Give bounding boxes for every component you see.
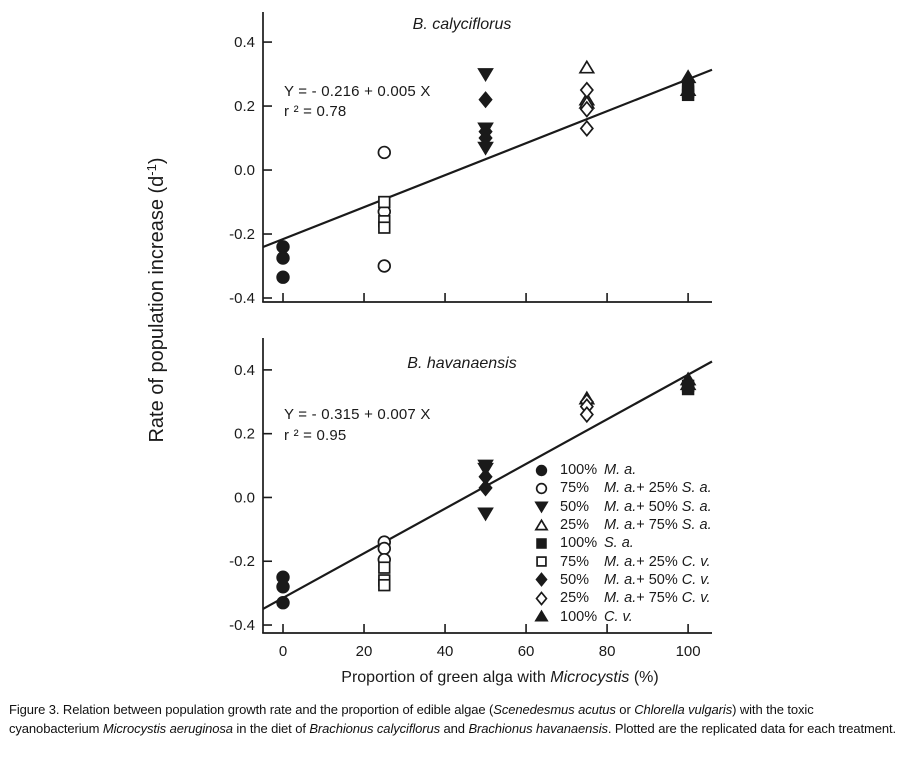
x-tick-label: 40	[436, 643, 454, 660]
y-tick-label: -0.2	[229, 553, 255, 571]
data-point-open-square	[379, 197, 390, 208]
legend-row	[534, 589, 712, 607]
legend-filled-square	[537, 539, 546, 548]
y-axis-label: Rate of population increase $(d^{-1})$	[144, 157, 168, 443]
legend-open-circle	[537, 484, 547, 494]
legend-row	[534, 498, 712, 516]
filled-square-icon	[534, 536, 549, 551]
caption-species-name: Chlorella vulgaris	[634, 702, 733, 717]
panel-title-bottom: B. havanaensis	[407, 355, 517, 372]
caption-text: and	[440, 720, 469, 736]
legend-percent: 50%	[560, 498, 590, 515]
y-tick-label: 0.2	[234, 98, 255, 116]
legend-treatment-label: S. a.	[604, 535, 634, 552]
data-point-filled-down-triangle	[479, 69, 493, 80]
y-tick-label: 0.4	[234, 34, 255, 52]
data-point-open-diamond	[581, 83, 593, 97]
x-axis-label: Proportion of green alga with Microcystis (%)	[341, 669, 659, 686]
data-point-filled-circle	[277, 252, 289, 264]
legend-open-diamond	[537, 592, 547, 604]
caption-text: or	[615, 702, 635, 717]
legend-percent: 25%	[560, 590, 590, 607]
y-tick-label: 0.2	[234, 425, 255, 443]
legend-open-square	[537, 557, 546, 566]
r-squared-top: r ² = 0.78	[284, 103, 347, 120]
legend-percent: 100%	[560, 535, 598, 552]
legend-row	[534, 479, 712, 497]
legend-treatment-label: M. a.+ 50% S. a.	[604, 498, 712, 515]
legend-percent: 50%	[560, 571, 590, 588]
data-point-filled-circle	[277, 597, 289, 609]
x-tick-label: 60	[517, 643, 535, 660]
y-tick-label: -0.4	[229, 290, 255, 308]
y-tick-label: -0.2	[229, 226, 255, 244]
legend-row	[534, 571, 712, 589]
open-up-triangle-icon	[534, 518, 549, 533]
legend-treatment-label: M. a.+ 25% S. a.	[604, 480, 712, 497]
x-tick-label: 80	[598, 643, 616, 660]
filled-down-triangle-icon	[534, 499, 549, 514]
open-square-icon	[534, 554, 549, 569]
open-diamond-icon	[534, 591, 549, 606]
legend-percent: 75%	[560, 480, 590, 497]
legend-row	[534, 534, 712, 552]
legend-filled-down-triangle	[536, 503, 547, 512]
caption-species-name: Brachionus havanaensis	[468, 720, 608, 736]
data-point-filled-circle	[277, 271, 289, 283]
data-point-open-up-triangle	[580, 61, 594, 72]
data-point-open-circle	[378, 543, 390, 555]
filled-up-triangle-icon	[534, 609, 549, 624]
legend-percent: 25%	[560, 517, 590, 534]
legend-row	[534, 607, 712, 625]
data-point-filled-diamond	[480, 92, 492, 106]
panel-title-top: B. calyciflorus	[412, 16, 512, 33]
legend-filled-diamond	[537, 574, 547, 586]
legend-treatment-label: M. a.	[604, 462, 637, 479]
y-tick-label: 0.0	[234, 162, 255, 180]
legend-row	[534, 461, 712, 479]
legend-open-up-triangle	[536, 520, 547, 529]
x-tick-label: 0	[278, 643, 288, 660]
data-point-open-square	[379, 222, 390, 233]
regression-equation-top: Y = - 0.216 + 0.005 X	[284, 83, 431, 100]
caption-species-name: Scenedesmus acutus	[493, 702, 616, 717]
caption-text: in the diet of	[232, 720, 310, 736]
caption-text: . Plotted are the replicated data for each treatment.	[607, 720, 896, 736]
y-tick-label: 0.0	[234, 489, 255, 507]
legend-row	[534, 552, 712, 570]
legend-treatment-label: C. v.	[604, 608, 633, 625]
legend-filled-circle	[537, 465, 547, 475]
x-tick-label: 100	[675, 643, 701, 660]
open-circle-icon	[534, 481, 549, 496]
caption-text: Figure 3. Relation between population growth rate and the proportion of edible algae (	[9, 702, 494, 717]
data-point-filled-circle	[277, 241, 289, 253]
regression-equation-bottom: Y = - 0.315 + 0.007 X	[284, 406, 431, 423]
legend	[534, 461, 712, 626]
data-point-filled-circle	[277, 581, 289, 593]
legend-percent: 100%	[560, 608, 598, 625]
legend-treatment-label: M. a.+ 50% C. v.	[604, 571, 711, 588]
figure-caption	[9, 701, 904, 738]
data-point-filled-down-triangle	[479, 508, 493, 519]
caption-species-name: Microcystis aeruginosa	[102, 720, 233, 736]
filled-diamond-icon	[534, 572, 549, 587]
legend-treatment-label: M. a.+ 25% C. v.	[604, 553, 711, 570]
legend-filled-up-triangle	[536, 611, 547, 620]
x-tick-label: 20	[355, 643, 373, 660]
data-point-open-circle	[378, 147, 390, 159]
legend-percent: 75%	[560, 553, 590, 570]
caption-text: ) with the toxic cyanobacterium	[9, 702, 814, 736]
data-point-open-diamond	[581, 121, 593, 135]
y-tick-label: -0.4	[229, 617, 255, 635]
r-squared-bottom: r ² = 0.95	[284, 427, 347, 444]
data-point-open-square	[379, 562, 390, 573]
filled-circle-icon	[534, 463, 549, 478]
legend-treatment-label: M. a.+ 75% C. v.	[604, 590, 711, 607]
legend-percent: 100%	[560, 462, 598, 479]
y-tick-label: 0.4	[234, 361, 255, 379]
caption-species-name: Brachionus calyciflorus	[309, 720, 441, 736]
legend-treatment-label: M. a.+ 75% S. a.	[604, 517, 712, 534]
data-point-open-square	[379, 580, 390, 591]
legend-row	[534, 516, 712, 534]
data-point-open-circle	[378, 260, 390, 272]
